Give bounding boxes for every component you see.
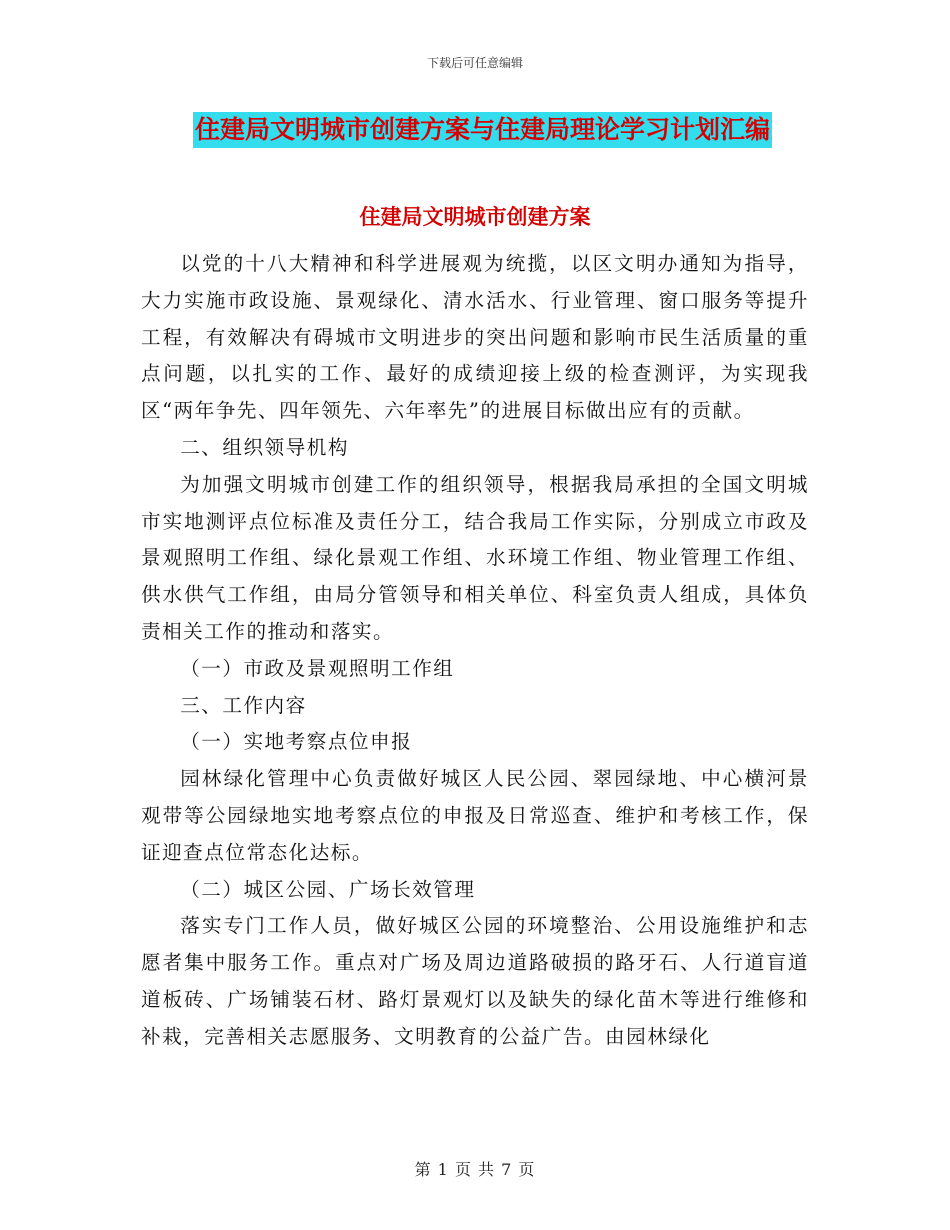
subheading-park-management: （二）城区公园、广场长效管理 bbox=[180, 877, 476, 901]
page-number bbox=[0, 1157, 950, 1180]
paragraph-site-declaration: 园林绿化管理中心负责做好城区人民公园、翠园绿地、中心横河景观带等公园绿地实地考察点位的申报及日常巡查、维护和考核工作，保证迎查点位常态化达标。 bbox=[141, 767, 809, 864]
paragraph-park-management: 落实专门工作人员，做好城区公园的环境整治、公用设施维护和志愿者集中服务工作。重点对广场及周边道路破损的路牙石、人行道盲道道板砖、广场铺装石材、路灯景观灯以及缺失的绿化苗木等进行维修和补栽，完善相关志愿服务、文明教育的公益广告。由园林绿化 bbox=[141, 914, 809, 1048]
paragraph-organization: 为加强文明城市创建工作的组织领导，根据我局承担的全国文明城市实地测评点位标准及责任分工，结合我局工作实际，分别成立市政及景观照明工作组、绿化景观工作组、水环境工作组、物业管理工作组、供水供气工作组，由局分管领导和相关单位、科室负责人组成，具体负责相关工作的推动和落实。 bbox=[141, 472, 809, 643]
footer-prefix: 第 bbox=[414, 1160, 432, 1179]
footer-suffix: 页 bbox=[518, 1160, 536, 1179]
heading-work-content: 三、工作内容 bbox=[180, 693, 307, 717]
heading-organization: 二、组织领导机构 bbox=[180, 435, 349, 459]
document-body bbox=[141, 246, 809, 1056]
footer-total-pages: 7 bbox=[501, 1160, 513, 1179]
subheading-municipal-group: （一）市政及景观照明工作组 bbox=[180, 656, 455, 680]
section-title: 住建局文明城市创建方案 bbox=[359, 205, 591, 229]
footer-current-page: 1 bbox=[437, 1160, 449, 1179]
paragraph-intro: 以党的十八大精神和科学进展观为统揽，以区文明办通知为指导，大力实施市政设施、景观绿化、清水活水、行业管理、窗口服务等提升工程，有效解决有碍城市文明进步的突出问题和影响市民生活质量的重点问题，以扎实的工作、最好的成绩迎接上级的检查测评，为实现我区“两年争先、四年领先、六年率先”的进展目标做出应有的贡献。 bbox=[141, 252, 809, 423]
document-title: 住建局文明城市创建方案与住建局理论学习计划汇编 bbox=[193, 112, 772, 148]
subheading-site-declaration: （一）实地考察点位申报 bbox=[180, 730, 413, 754]
header-note: 下载后可任意编辑 bbox=[426, 56, 523, 70]
footer-middle: 页 共 bbox=[454, 1160, 496, 1179]
